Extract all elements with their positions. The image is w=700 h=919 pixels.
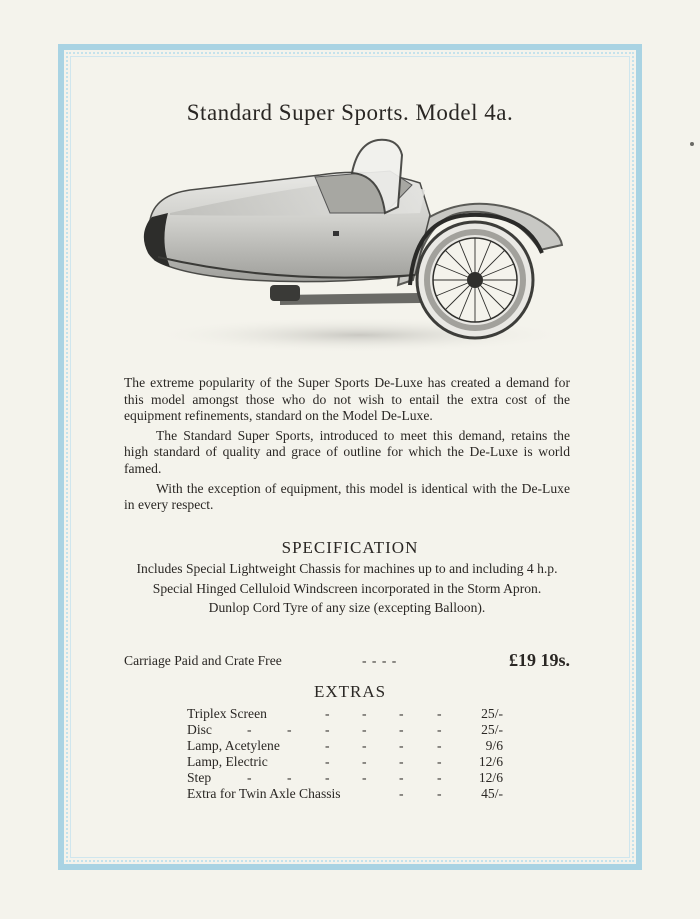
page-speck xyxy=(690,142,694,146)
extras-item-price: 9/6 xyxy=(485,738,503,753)
leader-dash: - xyxy=(399,770,404,785)
specification-heading: SPECIFICATION xyxy=(281,538,419,557)
leader-dash: - xyxy=(437,706,442,721)
spec-line: Includes Special Lightweight Chassis for machines up to and including 4 h.p. xyxy=(136,561,558,576)
leader-dash: - xyxy=(247,770,252,785)
leader-dash: - xyxy=(325,738,330,753)
leader-dash: - xyxy=(399,738,404,753)
leader-dash: - xyxy=(437,722,442,737)
extras-list xyxy=(187,706,517,802)
specification-list xyxy=(124,561,570,620)
extras-item xyxy=(187,754,517,770)
extras-item-name: Lamp, Electric xyxy=(187,754,268,769)
extras-item-name: Step xyxy=(187,770,212,785)
intro-paragraph: The Standard Super Sports, introduced to meet this demand, retains the high standard of quality and grace of outline for which the De-Luxe is world famed. xyxy=(124,427,570,476)
leader-dash: - xyxy=(437,738,442,753)
leader-dashes: - - - - xyxy=(362,653,398,668)
leader-dash: - xyxy=(325,722,330,737)
intro-paragraph: The extreme popularity of the Super Sports De-Luxe has created a demand for this model amongst those who do not wish to entail the extra cost of the equipment refinements, standard on the Model De-Luxe. xyxy=(124,375,570,424)
leader-dash: - xyxy=(362,706,367,721)
leader-dash: - xyxy=(399,706,404,721)
leader-dash: - xyxy=(437,786,442,801)
leader-dash: - xyxy=(399,754,404,769)
extras-item-name: Lamp, Acetylene xyxy=(187,738,280,753)
chassis-spring xyxy=(270,285,300,301)
extras-item-price: 12/6 xyxy=(478,770,503,785)
extras-item xyxy=(187,706,517,722)
carriage-price-row xyxy=(124,650,570,670)
extras-item xyxy=(187,738,517,754)
leader-dash: - xyxy=(287,722,292,737)
leader-dash: - xyxy=(247,722,252,737)
leader-dash: - xyxy=(399,786,404,801)
leader-dash: - xyxy=(362,738,367,753)
leader-dash: - xyxy=(287,770,292,785)
extras-heading: EXTRAS xyxy=(313,682,387,701)
extras-item-name: Triplex Screen xyxy=(187,706,267,721)
extras-item-price: 45/- xyxy=(481,786,503,801)
extras-item-name: Extra for Twin Axle Chassis xyxy=(187,786,341,801)
leader-dash: - xyxy=(325,770,330,785)
leader-dash: - xyxy=(362,754,367,769)
extras-item-price: 25/- xyxy=(481,706,503,721)
spec-line: Special Hinged Celluloid Windscreen incorporated in the Storm Apron. xyxy=(152,580,542,596)
model-price: £19 19s. xyxy=(508,650,570,670)
leader-dash: - xyxy=(399,722,404,737)
extras-item xyxy=(187,770,517,786)
carriage-label: Carriage Paid and Crate Free xyxy=(124,653,282,668)
intro-text xyxy=(124,375,570,517)
extras-item xyxy=(187,722,517,738)
sidecar-illustration xyxy=(130,135,570,360)
intro-paragraph: With the exception of equipment, this model is identical with the De-Luxe in every respect. xyxy=(124,480,570,513)
extras-item-name: Disc xyxy=(187,722,212,737)
leader-dash: - xyxy=(325,706,330,721)
spec-line: Dunlop Cord Tyre of any size (excepting Balloon). xyxy=(208,600,486,616)
extras-item xyxy=(187,786,517,802)
leader-dash: - xyxy=(325,754,330,769)
page-title: Standard Super Sports. Model 4a. xyxy=(186,100,514,125)
door-handle xyxy=(333,231,339,236)
leader-dash: - xyxy=(362,770,367,785)
chassis-frame xyxy=(280,293,420,305)
wheel xyxy=(417,222,533,338)
extras-item-price: 25/- xyxy=(481,722,503,737)
leader-dash: - xyxy=(362,722,367,737)
leader-dash: - xyxy=(437,754,442,769)
leader-dash: - xyxy=(437,770,442,785)
extras-item-price: 12/6 xyxy=(478,754,503,769)
